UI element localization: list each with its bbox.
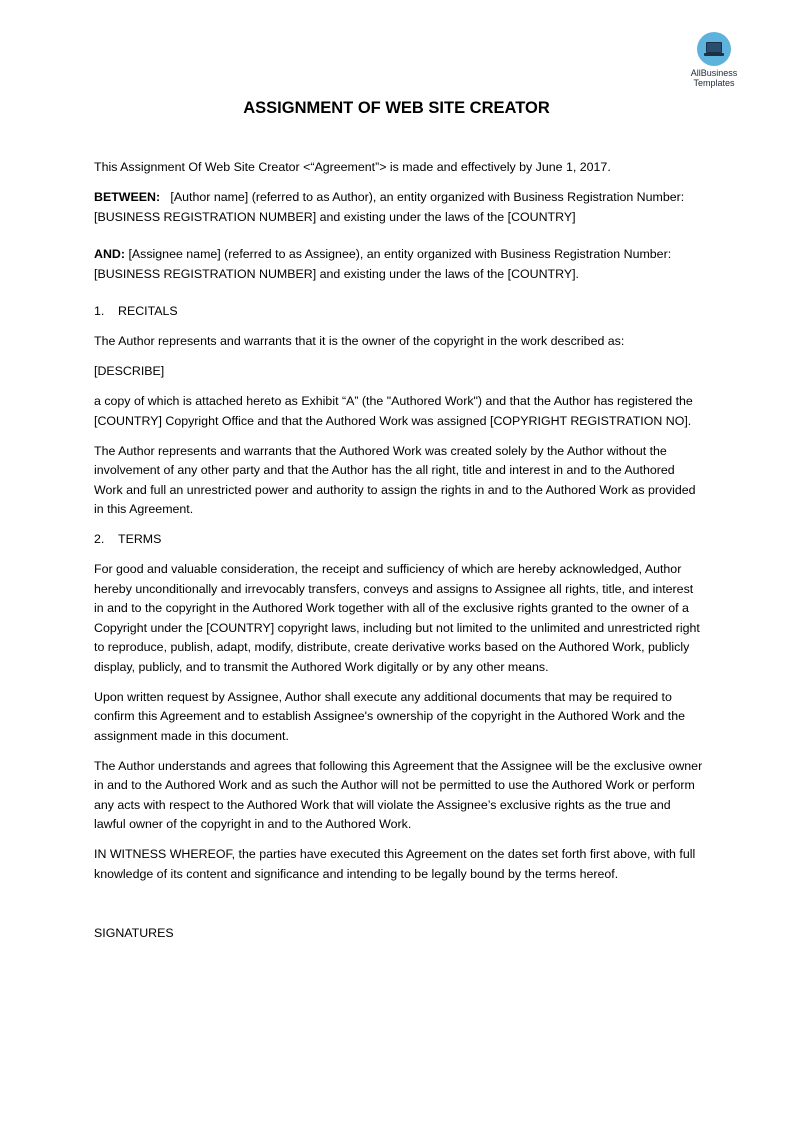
document-body <box>94 158 704 954</box>
between-text: [Author name] (referred to as Author), an entity organized with Business Registration Number: [BUSINESS REGISTRATION NUMBER] and existing under the laws of the [COUNTRY] <box>94 190 685 224</box>
logo-text <box>682 68 746 88</box>
section-1-heading <box>94 302 704 322</box>
terms-paragraph-2: Upon written request by Assignee, Author shall execute any additional documents that may be required to confirm this Agreement and to establish Assignee's ownership of the copyright in the Authored Work and the assignment made in this document. <box>94 689 686 743</box>
and-paragraph <box>94 245 704 284</box>
document-title: ASSIGNMENT OF WEB SITE CREATOR <box>243 99 550 117</box>
section-2-number: 2. <box>94 532 105 546</box>
recitals-paragraph-4: The Author represents and warrants that the Authored Work was created solely by the Author without the involvement of any other party and that the Author has the all right, title and interest in and to the Authored Work and full an unrestricted power and authority to assign the rights in and to the Authored Work as provided in this Agreement. <box>94 443 696 516</box>
intro-paragraph: This Assignment Of Web Site Creator <“Agreement”> is made and effectively by June 1, 2017. <box>94 160 611 174</box>
laptop-icon <box>697 32 731 66</box>
section-1-title: RECITALS <box>118 304 178 318</box>
recitals-paragraph-1: The Author represents and warrants that it is the owner of the copyright in the work described as: <box>94 334 625 348</box>
recitals-paragraph-2: [DESCRIBE] <box>94 364 165 378</box>
recitals-paragraph-3: a copy of which is attached hereto as Exhibit “A” (the "Authored Work") and that the Author has registered the [COUNTRY] Copyright Office and that the Authored Work was assigned [COPYRIGHT REGISTRATION NO]. <box>94 394 693 428</box>
terms-paragraph-1: For good and valuable consideration, the receipt and sufficiency of which are hereby acknowledged, Author hereby unconditionally and irrevocably transfers, conveys and assigns to Assignee all rights, title, and interest in and to the copyright in the Authored Work together with all of the exclusive rights granted to the owner of a Copyright under the [COUNTRY] copyright laws, including but not limited to the unlimited and unrestricted right to reproduce, publish, adapt, modify, distribute, create derivative works based on the Authored Work, publicly display, publicly, and to transmit the Authored Work digitally or by any other means. <box>94 562 700 674</box>
signatures-heading: SIGNATURES <box>94 926 174 940</box>
logo-line-1: AllBusiness <box>690 68 738 78</box>
terms-paragraph-3: The Author understands and agrees that following this Agreement that the Assignee will be the exclusive owner in and to the Authored Work and as such the Author will not be permitted to use the Authored Work or perform any acts with respect to the Authored Work that will violate the Assignee’s exclusive rights as the true and lawful owner of the copyright in and to the Authored Work. <box>94 758 703 831</box>
section-2-heading <box>94 530 704 550</box>
logo-line-2: Templates <box>693 78 735 88</box>
witness-paragraph: IN WITNESS WHEREOF, the parties have executed this Agreement on the dates set forth first above, with full knowledge of its content and significance and intending to be legally bound by the terms hereof. <box>94 847 696 881</box>
and-text: [Assignee name] (referred to as Assignee), an entity organized with Business Registration Number: [BUSINESS REGISTRATION NUMBER] and existing under the laws of the [COUNTRY]. <box>94 247 672 281</box>
between-paragraph <box>94 188 704 227</box>
and-label: AND: <box>94 247 125 261</box>
section-2-title: TERMS <box>118 532 162 546</box>
section-1-number: 1. <box>94 304 105 318</box>
between-label: BETWEEN: <box>94 190 161 204</box>
allbusiness-templates-logo <box>682 32 746 88</box>
